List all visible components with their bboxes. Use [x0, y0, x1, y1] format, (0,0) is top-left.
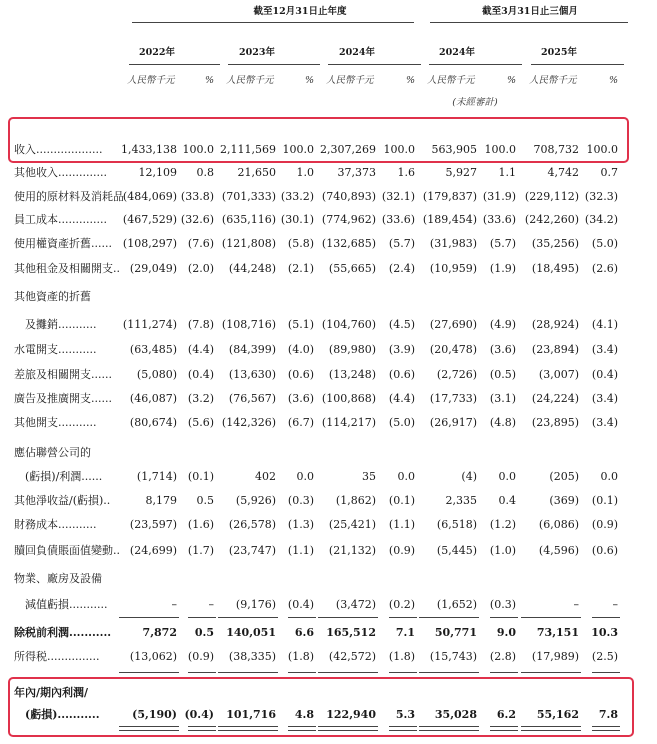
single-rule	[521, 617, 581, 618]
cell-amount: 5,927	[445, 166, 477, 179]
header-year: 2024年	[339, 47, 375, 58]
single-rule	[119, 617, 179, 618]
cell-percent: (4.9)	[489, 318, 516, 331]
cell-amount: (774,962)	[321, 213, 376, 226]
cell-amount: (29,049)	[129, 262, 177, 275]
cell-amount: (142,326)	[221, 416, 276, 429]
single-rule	[188, 672, 216, 673]
cell-amount: (1,714)	[136, 470, 177, 483]
cell-percent: (0.1)	[187, 470, 214, 483]
cell-percent: (3.4)	[591, 416, 618, 429]
cell-amount: (189,454)	[422, 213, 477, 226]
header-group-years: 截至12月31日止年度	[253, 6, 347, 17]
row-label: 其他資產的折舊	[14, 290, 91, 303]
cell-percent: (2.6)	[591, 262, 618, 275]
single-rule	[521, 672, 581, 673]
double-rule	[318, 726, 378, 731]
single-rule	[419, 672, 479, 673]
row-label: 使用的原材料及消耗品	[14, 190, 124, 203]
cell-amount: (6,518)	[436, 518, 477, 531]
cell-percent: (32.1)	[381, 190, 415, 203]
row-label: 財務成本...........	[14, 518, 97, 531]
cell-percent: (3.4)	[591, 392, 618, 405]
cell-amount: (1,652)	[436, 598, 477, 611]
single-rule	[592, 672, 620, 673]
year-underline	[328, 64, 421, 65]
cell-amount: (701,333)	[221, 190, 276, 203]
single-rule	[389, 617, 417, 618]
cell-amount: 402	[255, 470, 276, 483]
row-label: 員工成本..............	[14, 213, 107, 226]
cell-amount: 12,109	[138, 166, 177, 179]
cell-percent: 100.0	[282, 143, 314, 156]
cell-amount: (3,472)	[335, 598, 376, 611]
cell-percent: (0.1)	[388, 494, 415, 507]
row-label: 使用權資產折舊......	[14, 237, 112, 250]
cell-percent: (33.6)	[482, 213, 516, 226]
cell-amount: (38,335)	[228, 650, 276, 663]
cell-amount: (242,260)	[524, 213, 579, 226]
cell-percent: (4.1)	[591, 318, 618, 331]
cell-percent: 0.0	[397, 470, 415, 483]
unit-amount: 人民幣千元	[226, 75, 274, 86]
cell-amount: (63,485)	[129, 343, 177, 356]
row-label: 所得税...............	[14, 650, 100, 663]
cell-percent: 100.0	[383, 143, 415, 156]
cell-amount: 2,307,269	[320, 143, 376, 156]
cell-percent: (0.6)	[287, 368, 314, 381]
row-label: 差旅及相關開支......	[14, 368, 112, 381]
cell-percent: (5.7)	[489, 237, 516, 250]
double-rule	[490, 726, 518, 731]
double-rule	[592, 726, 620, 731]
cell-amount: (46,087)	[129, 392, 177, 405]
cell-amount: (179,837)	[422, 190, 477, 203]
cell-percent: 7.8	[598, 708, 618, 721]
cell-percent: –	[612, 598, 618, 611]
row-label: 收入...................	[14, 143, 103, 156]
cell-percent: (0.4)	[287, 598, 314, 611]
cell-amount: 2,335	[445, 494, 477, 507]
header-rule	[430, 22, 628, 23]
cell-percent: 6.6	[294, 626, 314, 639]
cell-percent: 4.8	[294, 708, 314, 721]
cell-amount: (24,699)	[129, 544, 177, 557]
cell-amount: (635,116)	[221, 213, 276, 226]
cell-percent: 6.2	[496, 708, 516, 721]
cell-percent: (0.1)	[591, 494, 618, 507]
cell-percent: (3.6)	[489, 343, 516, 356]
header-year: 2024年	[439, 47, 475, 58]
cell-amount: (76,567)	[228, 392, 276, 405]
cell-amount: (1,862)	[335, 494, 376, 507]
cell-percent: 1.0	[296, 166, 314, 179]
row-label: 其他淨收益/(虧損)..	[14, 494, 111, 507]
year-underline	[228, 64, 320, 65]
cell-amount: (25,421)	[328, 518, 376, 531]
cell-percent: 0.0	[600, 470, 618, 483]
cell-percent: (0.9)	[187, 650, 214, 663]
cell-percent: (0.2)	[388, 598, 415, 611]
cell-percent: (33.6)	[381, 213, 415, 226]
cell-amount: (23,894)	[531, 343, 579, 356]
cell-percent: (3.4)	[591, 343, 618, 356]
row-label: 廣告及推廣開支......	[14, 392, 112, 405]
cell-percent: 100.0	[586, 143, 618, 156]
year-underline	[531, 64, 624, 65]
cell-amount: 1,433,138	[121, 143, 177, 156]
cell-percent: 0.5	[196, 494, 214, 507]
cell-percent: 1.1	[498, 166, 516, 179]
cell-percent: (4.8)	[489, 416, 516, 429]
cell-percent: 10.3	[591, 626, 618, 639]
cell-amount: 122,940	[326, 708, 376, 721]
cell-percent: (0.5)	[489, 368, 516, 381]
double-rule	[288, 726, 316, 731]
cell-percent: 9.0	[496, 626, 516, 639]
cell-amount: (100,868)	[321, 392, 376, 405]
cell-percent: (5.1)	[287, 318, 314, 331]
cell-amount: (35,256)	[531, 237, 579, 250]
unaudited-note: (未經審計)	[452, 97, 498, 108]
cell-percent: (4.4)	[187, 343, 214, 356]
cell-amount: 37,373	[337, 166, 376, 179]
cell-percent: (1.6)	[187, 518, 214, 531]
single-rule	[318, 617, 378, 618]
cell-amount: (132,685)	[321, 237, 376, 250]
cell-percent: (30.1)	[280, 213, 314, 226]
cell-percent: (0.6)	[388, 368, 415, 381]
cell-amount: (2,726)	[436, 368, 477, 381]
cell-amount: (24,224)	[531, 392, 579, 405]
cell-percent: (3.9)	[388, 343, 415, 356]
cell-percent: (3.2)	[187, 392, 214, 405]
row-label: 年內/期內利潤/	[14, 686, 89, 699]
cell-amount: 8,179	[145, 494, 177, 507]
cell-amount: (15,743)	[429, 650, 477, 663]
single-rule	[288, 617, 316, 618]
cell-amount: 140,051	[226, 626, 276, 639]
cell-amount: 73,151	[536, 626, 579, 639]
cell-percent: (32.3)	[584, 190, 618, 203]
cell-percent: (0.4)	[187, 368, 214, 381]
cell-amount: (6,086)	[538, 518, 579, 531]
cell-percent: (1.8)	[287, 650, 314, 663]
cell-percent: 0.0	[498, 470, 516, 483]
row-label: (虧損)/利潤......	[14, 470, 103, 483]
cell-percent: (1.2)	[489, 518, 516, 531]
single-rule	[318, 672, 378, 673]
row-label: 物業、廠房及設備	[14, 572, 102, 585]
cell-percent: (2.4)	[388, 262, 415, 275]
cell-amount: (31,983)	[429, 237, 477, 250]
cell-amount: (467,529)	[122, 213, 177, 226]
single-rule	[218, 617, 278, 618]
cell-amount: 563,905	[431, 143, 477, 156]
cell-percent: (3.6)	[287, 392, 314, 405]
cell-amount: (23,747)	[228, 544, 276, 557]
cell-amount: (4)	[461, 470, 477, 483]
cell-amount: 4,742	[547, 166, 579, 179]
cell-amount: (26,917)	[429, 416, 477, 429]
single-rule	[288, 672, 316, 673]
single-rule	[490, 617, 518, 618]
unit-amount: 人民幣千元	[127, 75, 175, 86]
cell-amount: (5,190)	[132, 708, 177, 721]
cell-amount: 708,732	[533, 143, 579, 156]
cell-percent: (1.8)	[388, 650, 415, 663]
cell-percent: –	[208, 598, 214, 611]
cell-percent: (33.8)	[180, 190, 214, 203]
header-group-quarter: 截至3月31日止三個月	[482, 6, 578, 17]
cell-percent: 0.7	[600, 166, 618, 179]
cell-amount: (108,297)	[122, 237, 177, 250]
cell-amount: (108,716)	[221, 318, 276, 331]
cell-amount: (3,007)	[538, 368, 579, 381]
cell-amount: (5,445)	[436, 544, 477, 557]
cell-amount: 2,111,569	[220, 143, 276, 156]
cell-amount: (10,959)	[429, 262, 477, 275]
cell-percent: 100.0	[484, 143, 516, 156]
cell-amount: (23,895)	[531, 416, 579, 429]
double-rule	[218, 726, 278, 731]
double-rule	[521, 726, 581, 731]
cell-amount: –	[171, 598, 177, 611]
cell-amount: (13,248)	[328, 368, 376, 381]
cell-amount: (55,665)	[328, 262, 376, 275]
header-year: 2025年	[541, 47, 577, 58]
cell-amount: 21,650	[237, 166, 276, 179]
cell-percent: (0.4)	[591, 368, 618, 381]
cell-amount: (111,274)	[122, 318, 177, 331]
cell-amount: (26,578)	[228, 518, 276, 531]
cell-amount: 101,716	[226, 708, 276, 721]
cell-amount: (20,478)	[429, 343, 477, 356]
cell-percent: (4.4)	[388, 392, 415, 405]
double-rule	[389, 726, 417, 731]
year-underline	[129, 64, 220, 65]
single-rule	[419, 617, 479, 618]
cell-percent: 0.5	[194, 626, 214, 639]
cell-percent: (0.3)	[489, 598, 516, 611]
cell-amount: (114,217)	[321, 416, 376, 429]
cell-percent: 0.0	[296, 470, 314, 483]
cell-percent: 100.0	[182, 143, 214, 156]
cell-amount: (4,596)	[538, 544, 579, 557]
cell-amount: 7,872	[142, 626, 177, 639]
cell-percent: (0.9)	[591, 518, 618, 531]
cell-amount: 35,028	[434, 708, 477, 721]
cell-percent: (33.2)	[280, 190, 314, 203]
cell-percent: 0.8	[196, 166, 214, 179]
row-label: 其他收入..............	[14, 166, 107, 179]
cell-percent: (5.6)	[187, 416, 214, 429]
cell-percent: (1.9)	[489, 262, 516, 275]
cell-amount: (23,597)	[129, 518, 177, 531]
cell-percent: (4.5)	[388, 318, 415, 331]
cell-amount: 165,512	[326, 626, 376, 639]
cell-percent: (0.3)	[287, 494, 314, 507]
cell-percent: (7.8)	[187, 318, 214, 331]
row-label: 及攤銷...........	[14, 318, 97, 331]
cell-amount: (229,112)	[524, 190, 579, 203]
cell-percent: (32.6)	[180, 213, 214, 226]
cell-percent: (0.6)	[591, 544, 618, 557]
cell-amount: (740,893)	[321, 190, 376, 203]
cell-amount: (369)	[549, 494, 579, 507]
cell-amount: 35	[362, 470, 376, 483]
row-label: 其他租金及相關開支..	[14, 262, 120, 275]
cell-percent: (1.0)	[489, 544, 516, 557]
cell-percent: (5.8)	[287, 237, 314, 250]
single-rule	[119, 672, 179, 673]
cell-percent: (2.5)	[591, 650, 618, 663]
cell-amount: (42,572)	[328, 650, 376, 663]
cell-amount: (121,808)	[221, 237, 276, 250]
row-label: 減值虧損...........	[14, 598, 108, 611]
single-rule	[389, 672, 417, 673]
cell-amount: –	[573, 598, 579, 611]
cell-percent: (5.0)	[388, 416, 415, 429]
cell-amount: (9,176)	[235, 598, 276, 611]
header-year: 2022年	[139, 47, 175, 58]
cell-percent: (3.1)	[489, 392, 516, 405]
cell-percent: (1.1)	[287, 544, 314, 557]
cell-percent: 5.3	[395, 708, 415, 721]
cell-percent: (31.9)	[482, 190, 516, 203]
cell-amount: (21,132)	[328, 544, 376, 557]
unit-percent: %	[304, 75, 314, 86]
cell-amount: (104,760)	[321, 318, 376, 331]
cell-percent: (6.7)	[287, 416, 314, 429]
cell-percent: (1.1)	[388, 518, 415, 531]
year-underline	[429, 64, 522, 65]
cell-percent: (2.8)	[489, 650, 516, 663]
unit-percent: %	[405, 75, 415, 86]
row-label: 其他開支...........	[14, 416, 97, 429]
unit-percent: %	[204, 75, 214, 86]
cell-amount: (44,248)	[228, 262, 276, 275]
row-label: 贖回負債賬面值變動..	[14, 544, 120, 557]
cell-amount: (5,080)	[136, 368, 177, 381]
cell-percent: (5.0)	[591, 237, 618, 250]
cell-percent: (1.3)	[287, 518, 314, 531]
cell-amount: (484,069)	[122, 190, 177, 203]
single-rule	[490, 672, 518, 673]
cell-percent: (0.9)	[388, 544, 415, 557]
cell-percent: (1.7)	[187, 544, 214, 557]
cell-amount: 50,771	[434, 626, 477, 639]
cell-amount: (205)	[549, 470, 579, 483]
row-label: 應佔聯營公司的	[14, 446, 91, 459]
unit-amount: 人民幣千元	[529, 75, 577, 86]
cell-amount: (80,674)	[129, 416, 177, 429]
row-label: 水電開支...........	[14, 343, 97, 356]
cell-percent: (0.4)	[184, 708, 214, 721]
cell-amount: (13,062)	[129, 650, 177, 663]
cell-amount: (13,630)	[228, 368, 276, 381]
cell-percent: 7.1	[395, 626, 415, 639]
cell-amount: (84,399)	[228, 343, 276, 356]
cell-amount: (5,926)	[235, 494, 276, 507]
cell-percent: (2.1)	[287, 262, 314, 275]
double-rule	[188, 726, 216, 731]
cell-amount: (27,690)	[429, 318, 477, 331]
double-rule	[419, 726, 479, 731]
header-rule	[132, 22, 414, 23]
cell-amount: (18,495)	[531, 262, 579, 275]
cell-percent: (5.7)	[388, 237, 415, 250]
cell-amount: (17,989)	[531, 650, 579, 663]
cell-percent: (34.2)	[584, 213, 618, 226]
cell-percent: 1.6	[397, 166, 415, 179]
row-label: (虧損)...........	[14, 708, 100, 721]
cell-amount: 55,162	[536, 708, 579, 721]
header-year: 2023年	[239, 47, 275, 58]
single-rule	[218, 672, 278, 673]
unit-percent: %	[608, 75, 618, 86]
cell-percent: (7.6)	[187, 237, 214, 250]
cell-percent: 0.4	[498, 494, 516, 507]
cell-amount: (89,980)	[328, 343, 376, 356]
row-label: 除税前利潤...........	[14, 626, 112, 639]
cell-percent: (4.0)	[287, 343, 314, 356]
single-rule	[592, 617, 620, 618]
double-rule	[119, 726, 179, 731]
cell-amount: (17,733)	[429, 392, 477, 405]
unit-amount: 人民幣千元	[427, 75, 475, 86]
cell-percent: (2.0)	[187, 262, 214, 275]
single-rule	[188, 617, 216, 618]
unit-amount: 人民幣千元	[326, 75, 374, 86]
unit-percent: %	[506, 75, 516, 86]
cell-amount: (28,924)	[531, 318, 579, 331]
